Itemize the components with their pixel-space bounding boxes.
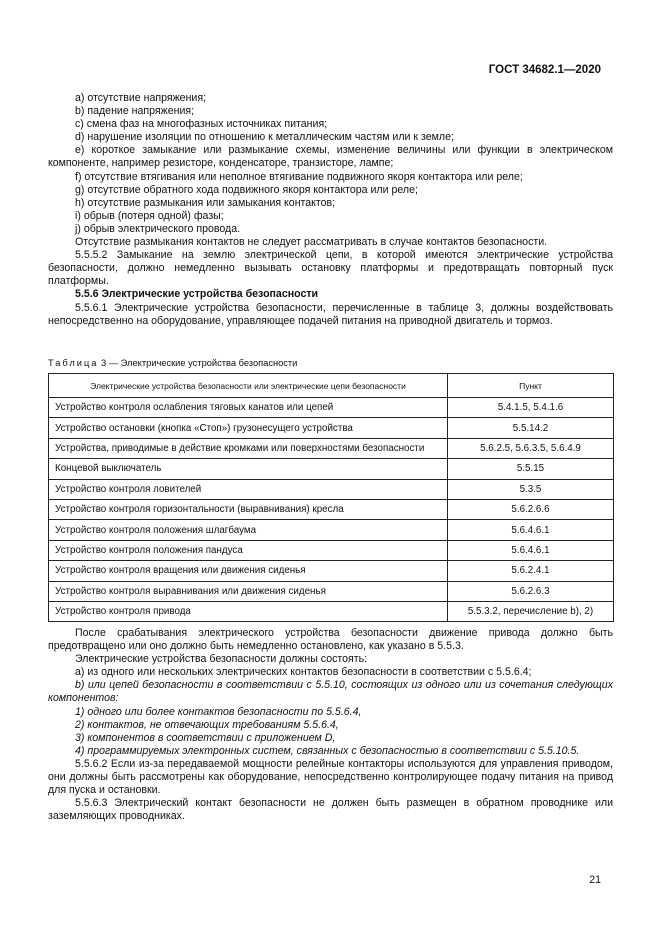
device-cell: Устройство контроля выравнивания или движения сиденья xyxy=(49,581,448,601)
table-caption xyxy=(48,358,297,368)
table-row xyxy=(49,499,614,519)
table-row xyxy=(49,479,614,499)
list-item: f) отсутствие втягивания или неполное втягивание подвижного якоря контактора или реле; xyxy=(75,170,523,183)
paragraph-after-table: После срабатывания электрического устройства безопасности движение привода должно быть предотвращено или оно должно быть немедленно остановлено, как указано в 5.5.3. xyxy=(48,627,613,653)
table-header-row xyxy=(49,374,614,398)
clause-cell: 5.6.4.6.1 xyxy=(448,540,614,560)
list-item: g) отсутствие обратного хода подвижного якоря контактора или реле; xyxy=(75,183,418,196)
lower-text-block xyxy=(48,627,613,823)
device-cell: Концевой выключатель xyxy=(49,459,448,479)
table-row xyxy=(49,520,614,540)
device-cell: Устройства, приводимые в действие кромками или поверхностями безопасности xyxy=(49,438,448,458)
device-cell: Устройство контроля горизонтальности (выравнивания) кресла xyxy=(49,499,448,519)
table-header-clause: Пункт xyxy=(448,374,614,398)
clause-cell: 5.6.2.4.1 xyxy=(448,561,614,581)
device-cell: Устройство контроля положения шлагбаума xyxy=(49,520,448,540)
clause-cell: 5.6.2.5, 5.6.3.5, 5.6.4.9 xyxy=(448,438,614,458)
paragraph-5-5-6-1: 5.5.6.1 Электрические устройства безопасности, перечисленные в таблице 3, должны воздействовать непосредственно на оборудование, управляющее подачей питания на приводной двигатель и тормоз. xyxy=(48,301,613,327)
device-cell: Устройство контроля ловителей xyxy=(49,479,448,499)
list-item: j) обрыв электрического провода. xyxy=(75,222,241,235)
table-row xyxy=(49,561,614,581)
list-item: i) обрыв (потеря одной) фазы; xyxy=(75,209,224,222)
safety-devices-table xyxy=(48,373,614,622)
device-cell: Устройство контроля положения пандуса xyxy=(49,540,448,560)
clause-cell: 5.6.2.6.3 xyxy=(448,581,614,601)
list-item: b) падение напряжения; xyxy=(75,105,195,118)
italic-list-item: 3) компонентов в соответствии с приложением D, xyxy=(75,731,336,744)
table-caption-prefix: Таблица xyxy=(48,358,99,368)
table-row xyxy=(49,540,614,560)
list-item: c) смена фаз на многофазных источниках питания; xyxy=(75,118,328,131)
table-row xyxy=(49,601,614,621)
paragraph-composition: Электрические устройства безопасности должны состоять: xyxy=(75,653,368,666)
section-heading-5-5-6: 5.5.6 Электрические устройства безопасности xyxy=(75,288,319,301)
clause-cell: 5.5.15 xyxy=(448,459,614,479)
paragraph-contacts: Отсутствие размыкания контактов не следует рассматривать в случае контактов безопасности. xyxy=(75,236,548,249)
italic-list-item: 4) программируемых электронных систем, связанных с безопасностью в соответствии с 5.5.10.5. xyxy=(75,744,580,757)
list-item: h) отсутствие размыкания или замыкания контактов; xyxy=(75,196,336,209)
device-cell: Устройство остановки (кнопка «Стоп») грузонесущего устройства xyxy=(49,418,448,438)
clause-cell: 5.3.5 xyxy=(448,479,614,499)
list-item: a) отсутствие напряжения; xyxy=(75,92,207,104)
table-header-device: Электрические устройства безопасности или электрические цепи безопасности xyxy=(49,374,448,398)
paragraph-option-a: а) из одного или нескольких электрических контактов безопасности в соответствии с 5.5.6.4; xyxy=(75,666,532,679)
clause-cell: 5.4.1.5, 5.4.1.6 xyxy=(448,398,614,418)
table-row xyxy=(49,398,614,418)
paragraph-5-5-6-2: 5.5.6.2 Если из-за передаваемой мощности релейные контакторы используются для управления приводом, они должны быть рассмотрены как оборудование, непосредственно контролирующее подачу питания на привод для пуска и остановки. xyxy=(48,757,613,797)
table-caption-text: 3 — Электрические устройства безопасности xyxy=(101,358,298,368)
paragraph-5-5-5-2: 5.5.5.2 Замыкание на землю электрической цепи, в которой имеются электрические устройства безопасности, должно немедленно вызывать остановку платформы и предотвращать повторный пуск платформы. xyxy=(48,249,613,288)
paragraph-5-5-6-3: 5.5.6.3 Электрический контакт безопасности не должен быть размещен в обратном проводнике или заземляющих проводниках. xyxy=(48,797,613,823)
clause-cell: 5.5.3.2, перечисление b), 2) xyxy=(448,601,614,621)
page-number: 21 xyxy=(589,874,601,886)
table-row xyxy=(49,581,614,601)
clause-cell: 5.6.4.6.1 xyxy=(448,520,614,540)
clause-cell: 5.5.14.2 xyxy=(448,418,614,438)
document-header: ГОСТ 34682.1—2020 xyxy=(488,64,601,76)
italic-list-item: 2) контактов, не отвечающих требованиям 5.5.6.4, xyxy=(75,718,339,731)
paragraph-option-b: b) или цепей безопасности в соответствии с 5.5.10, состоящих из одного или из сочетания следующих компонентов: xyxy=(48,679,613,705)
table-row xyxy=(49,438,614,458)
upper-text-block xyxy=(48,92,613,328)
italic-list-item: 1) одного или более контактов безопасности по 5.5.6.4, xyxy=(75,705,362,718)
device-cell: Устройство контроля привода xyxy=(49,601,448,621)
list-item: e) короткое замыкание или размыкание схемы, изменение величины или функции в электрическом компоненте, например резисторе, конденсаторе, транзисторе, лампе; xyxy=(48,144,613,170)
device-cell: Устройство контроля вращения или движения сиденья xyxy=(49,561,448,581)
table-row xyxy=(49,418,614,438)
list-item: d) нарушение изоляции по отношению к металлическим частям или к земле; xyxy=(75,131,454,144)
device-cell: Устройство контроля ослабления тяговых канатов или цепей xyxy=(49,398,448,418)
table-row xyxy=(49,459,614,479)
clause-cell: 5.6.2.6.6 xyxy=(448,499,614,519)
